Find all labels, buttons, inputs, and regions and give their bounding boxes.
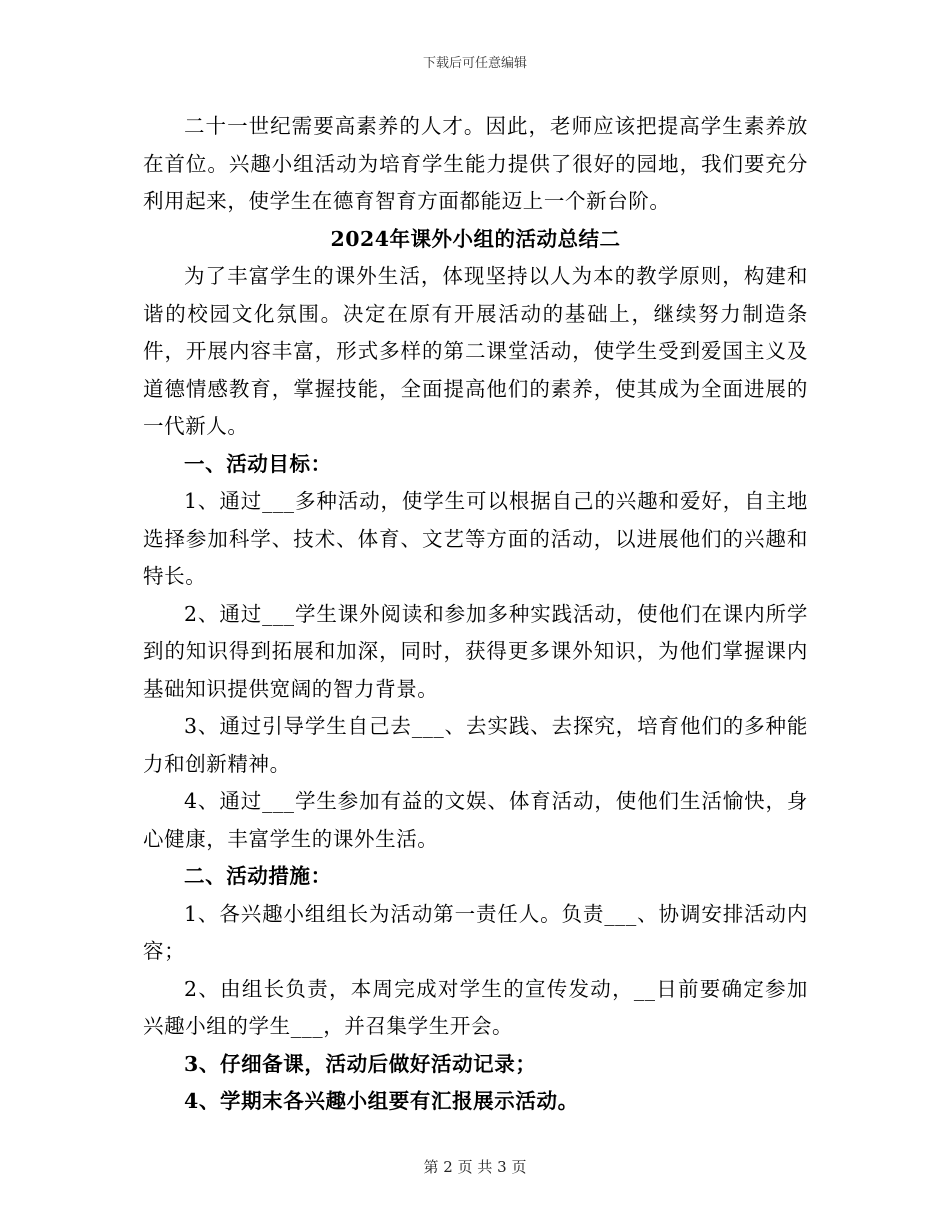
section-heading-goals: 一、活动目标： [184,451,332,476]
measure-item-3: 3、仔细备课，活动后做好活动记录； [184,1051,537,1076]
page-footer: 第 2 页 共 3 页 [423,1158,527,1176]
page-header: 下载后可任意编辑 [422,56,527,71]
goal-item-4: 4、通过___学生参加有益的文娱、体育活动，使他们生活愉快，身心健康，丰富学生的课外生活。 [143,789,808,851]
intro-paragraph: 二十一世纪需要高素养的人才。因此，老师应该把提高学生素养放在首位。兴趣小组活动为培育学生能力提供了很好的园地，我们要充分利用起来，使学生在德育智育方面都能迈上一个新台阶。 [143,114,808,213]
body-paragraph-1: 为了丰富学生的课外生活，体现坚持以人为本的教学原则，构建和谐的校园文化氛围。决定在原有开展活动的基础上，继续努力制造条件，开展内容丰富，形式多样的第二课堂活动，使学生受到爱国主义及道德情感教育，掌握技能，全面提高他们的素养，使其成为全面进展的一代新人。 [143,264,808,438]
section-title: 2024年课外小组的活动总结二 [330,226,621,251]
measure-item-4: 4、学期末各兴趣小组要有汇报展示活动。 [184,1089,579,1113]
goal-item-1: 1、通过___多种活动，使学生可以根据自己的兴趣和爱好，自主地选择参加科学、技术、体育、文艺等方面的活动，以进展他们的兴趣和特长。 [143,489,808,588]
measure-item-2: 2、由组长负责，本周完成对学生的宣传发动，__日前要确定参加兴趣小组的学生___，并召集学生开会。 [143,976,808,1038]
document-body [143,108,808,1121]
measure-item-1: 1、各兴趣小组组长为活动第一责任人。负责___、协调安排活动内容； [143,901,808,963]
section-heading-measures: 二、活动措施： [184,864,332,888]
goal-item-2: 2、通过___学生课外阅读和参加多种实践活动，使他们在课内所学到的知识得到拓展和加深，同时，获得更多课外知识，为他们掌握课内基础知识提供宽阔的智力背景。 [143,601,808,701]
goal-item-3: 3、通过引导学生自己去___、去实践、去探究，培育他们的多种能力和创新精神。 [143,714,808,776]
